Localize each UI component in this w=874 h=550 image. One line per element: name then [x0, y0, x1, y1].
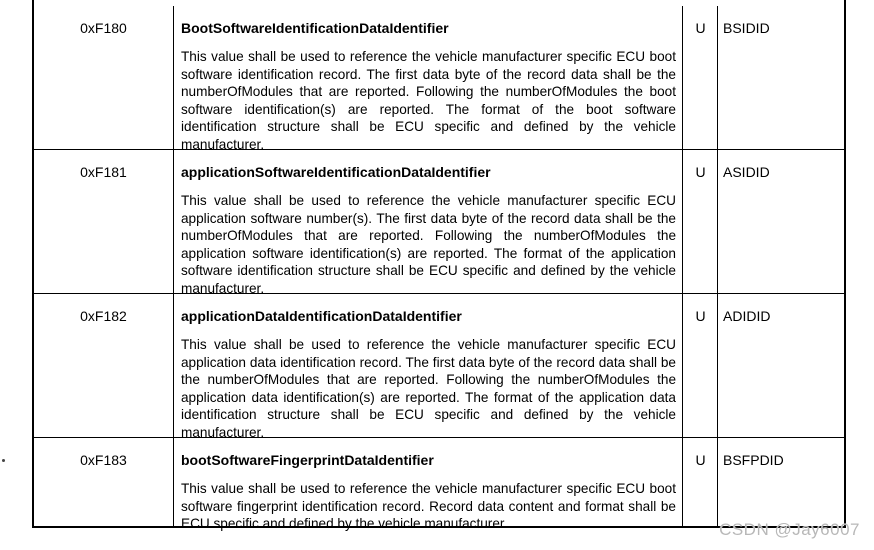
did-type: U [684, 294, 718, 437]
table-row [34, 150, 844, 294]
did-name: BootSoftwareIdentificationDataIdentifier [181, 20, 449, 36]
table-row [34, 294, 844, 438]
did-description-cell [175, 150, 683, 296]
table-row [34, 6, 844, 150]
did-name: applicationSoftwareIdentificationDataIdentifier [181, 164, 491, 180]
did-description: This value shall be used to reference the vehicle manufacturer specific ECU application data identification record. The first data byte of the record data shall be the numberOfModules that are reported. Following the numberOfModules the application data identification(s) are reported. The format of the application data identification structure shall be ECU specific and defined by the vehicle manufacturer. [181, 337, 676, 440]
did-value: 0xF182 [34, 294, 174, 437]
did-description-cell [175, 438, 683, 532]
did-description-cell [175, 6, 683, 152]
did-name: applicationDataIdentificationDataIdentifier [181, 308, 462, 324]
did-type: U [684, 6, 718, 149]
did-description-cell [175, 294, 683, 440]
did-value: 0xF183 [34, 438, 174, 526]
did-abbreviation: BSFPDID [723, 452, 784, 468]
watermark: CSDN @Jay6007 [719, 520, 860, 539]
did-description: This value shall be used to reference the vehicle manufacturer specific ECU boot software identification record. The first data byte of the record data shall be the numberOfModules that are reported. Following the numberOfModules the boot software identification(s) are reported. The format of the boot software identification structure shall be ECU specific and defined by the vehicle manufacturer. [181, 49, 676, 152]
did-description: This value shall be used to reference the vehicle manufacturer specific ECU application software number(s). The first data byte of the record data shall be the numberOfModules that are reported. Following the numberOfModules the application software identification(s) are reported. The format of the application software identification structure shall be ECU specific and defined by the vehicle manufacturer. [181, 193, 676, 296]
did-abbreviation: ASIDID [723, 164, 770, 180]
did-value: 0xF180 [34, 6, 174, 149]
margin-dot [2, 459, 5, 462]
did-abbreviation: ADIDID [723, 308, 771, 324]
did-name: bootSoftwareFingerprintDataIdentifier [181, 452, 434, 468]
did-value: 0xF181 [34, 150, 174, 293]
did-abbreviation: BSIDID [723, 20, 770, 36]
did-type: U [684, 438, 718, 526]
did-type: U [684, 150, 718, 293]
did-description: This value shall be used to reference the vehicle manufacturer specific ECU boot software fingerprint identification record. Record data content and format shall be ECU specific and defined by the vehicle manufacturer. [181, 481, 676, 532]
